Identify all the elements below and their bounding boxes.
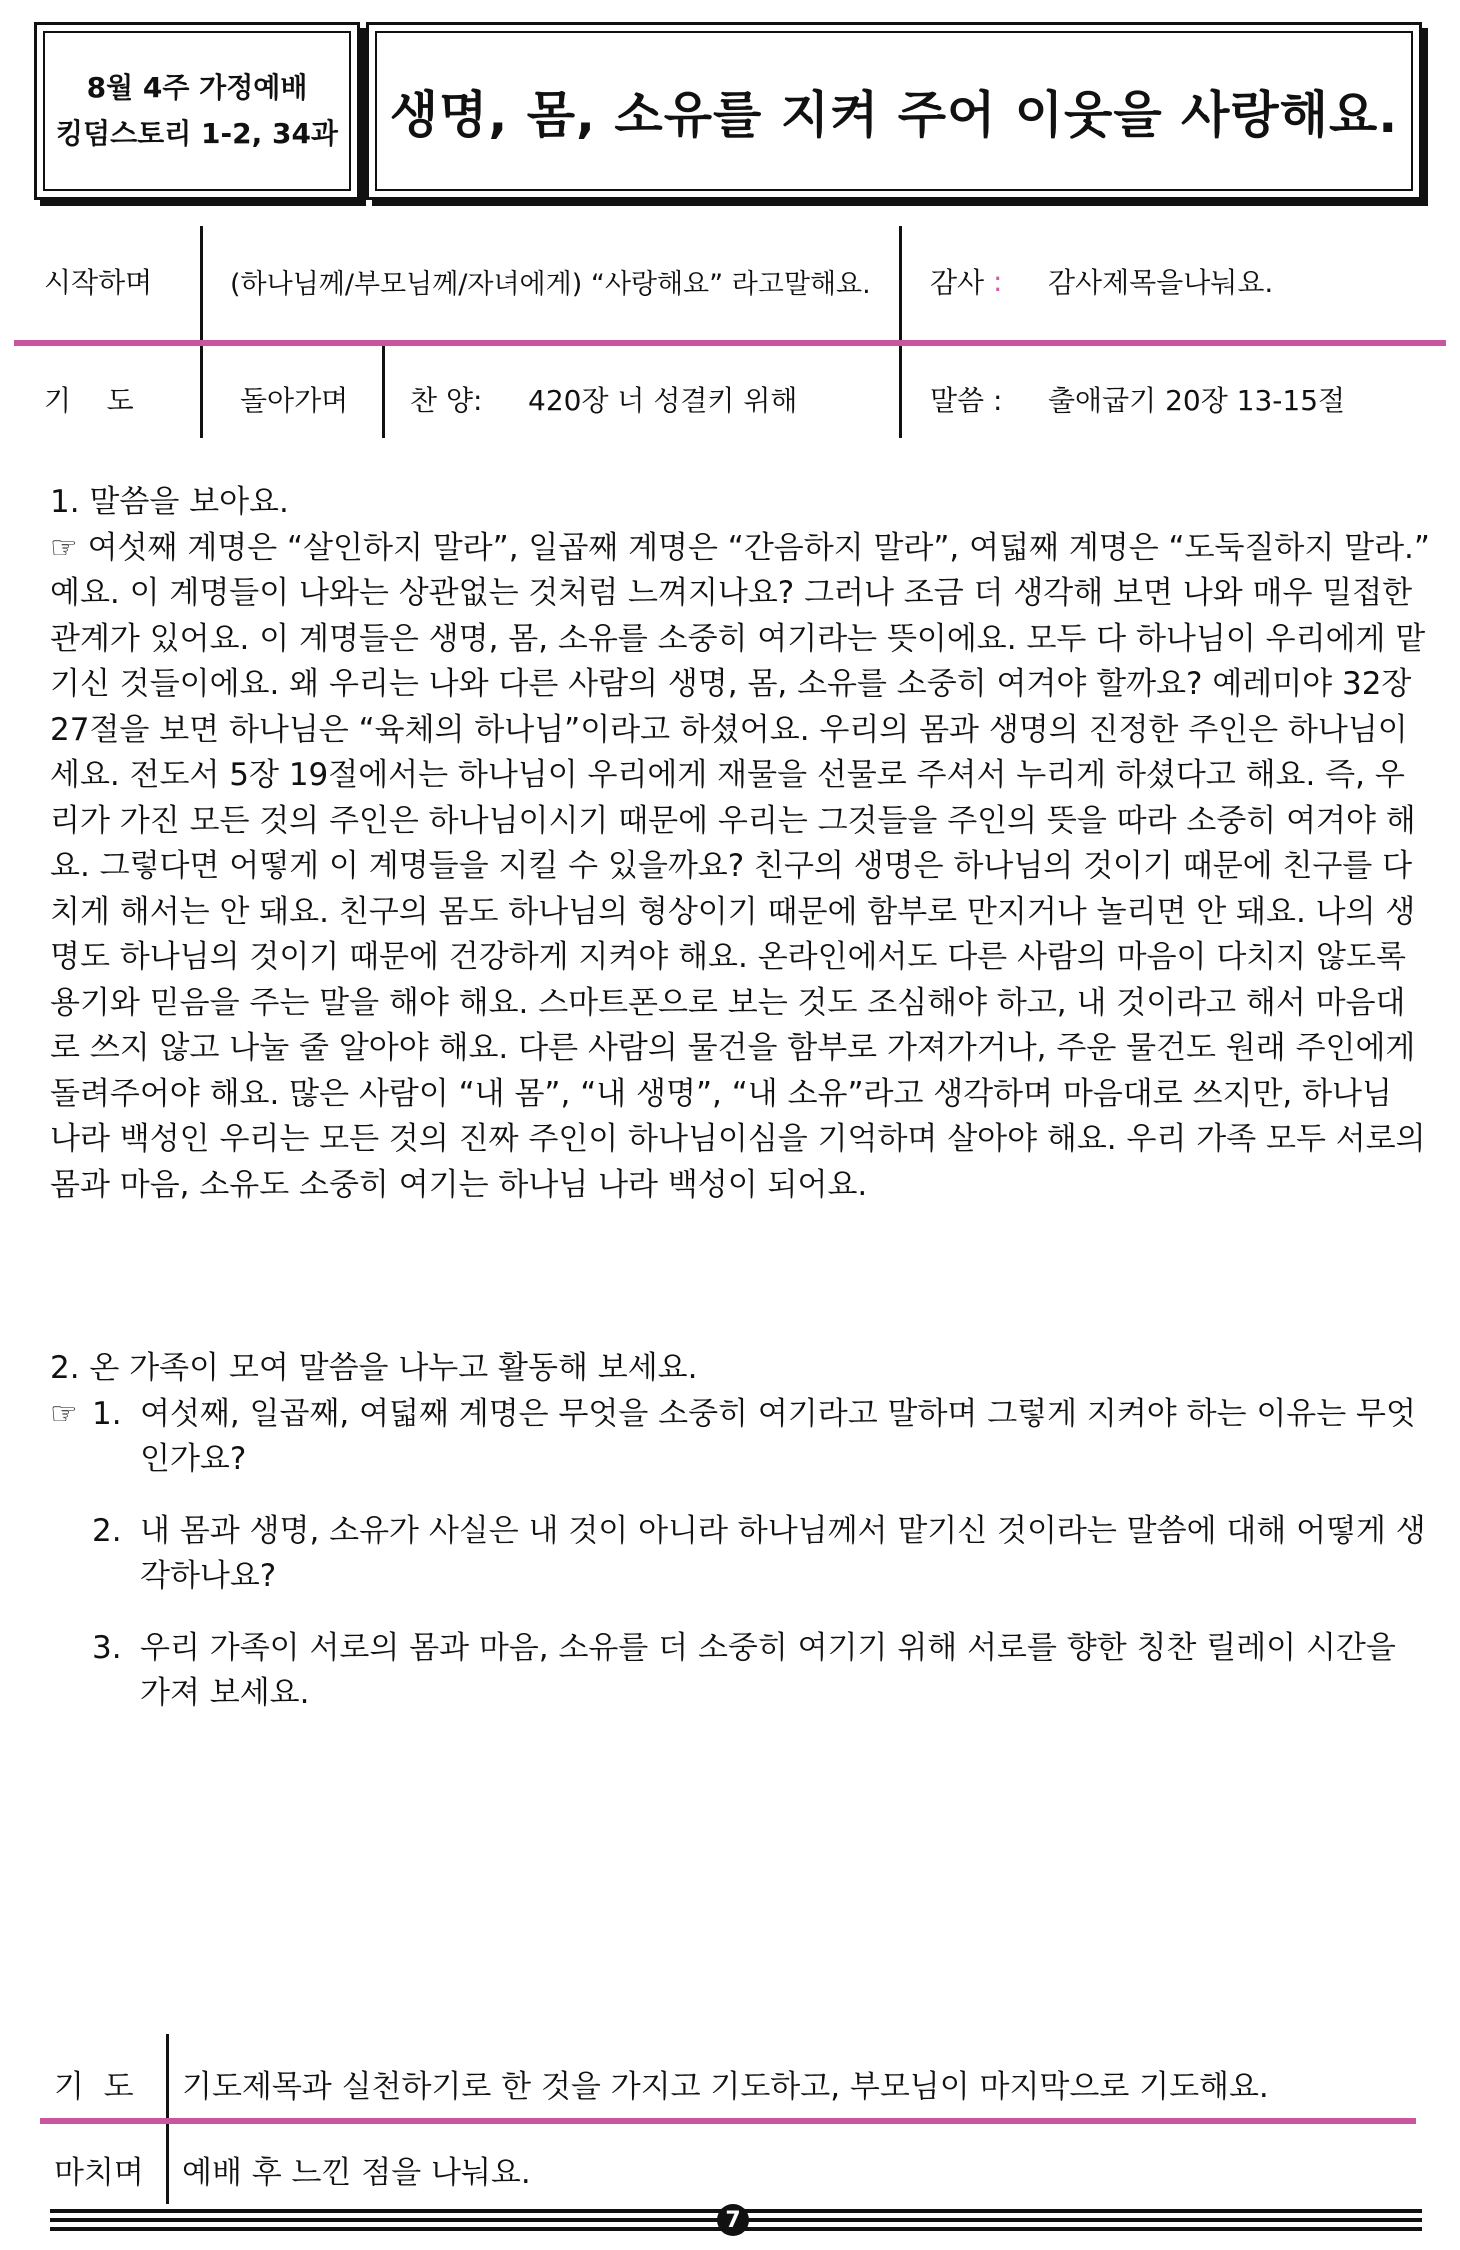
thanks-colon: : — [993, 264, 1003, 298]
divider — [382, 346, 385, 438]
question-number: 2. — [92, 1512, 122, 1549]
closing-label: 마치며 — [54, 2154, 144, 2191]
hymn-text: 420장 너 성결키 위해 — [528, 384, 798, 417]
word-text: 출애굽기 20장 13-15절 — [1048, 384, 1346, 417]
divider — [166, 2124, 169, 2204]
scripture-paragraph — [50, 526, 1430, 1209]
pointer-hand-icon: ☞ — [50, 529, 78, 566]
divider — [899, 226, 902, 340]
thanks-text: 감사제목을나눠요. — [1048, 266, 1274, 299]
question-item — [50, 1509, 1430, 1600]
question-text: 우리 가족이 서로의 몸과 마음, 소유를 더 소중히 여기기 위해 서로를 향한 칭찬 릴레이 시간을 가져 보세요. — [140, 1629, 1396, 1711]
start-label: 시작하며 — [44, 266, 153, 299]
lesson-week: 8월 4주 가정예배 — [86, 71, 308, 104]
divider — [899, 346, 902, 438]
question-item — [50, 1392, 1430, 1483]
divider — [200, 346, 203, 438]
prayer-label: 기 도 — [44, 384, 134, 417]
scripture-section — [50, 480, 1430, 1208]
question-number: 3. — [92, 1629, 122, 1666]
section-heading: 2. 온 가족이 모여 말씀을 나누고 활동해 보세요. — [50, 1350, 698, 1386]
divider — [166, 2034, 169, 2118]
thanks-label: 감사 : — [930, 264, 1003, 299]
question-item — [50, 1626, 1430, 1717]
closing-prayer-label: 기 도 — [54, 2068, 134, 2105]
hymn-label: 찬 양: — [410, 384, 483, 417]
word-label: 말씀 : — [930, 384, 1003, 417]
page-title: 생명, 몸, 소유를 지켜 주어 이웃을 사랑해요. — [389, 86, 1399, 144]
start-text: (하나님께/부모님께/자녀에게) “사랑해요” 라고말해요. — [230, 268, 871, 300]
question-number: 1. — [92, 1395, 122, 1432]
divider — [200, 226, 203, 340]
pink-rule — [40, 2118, 1416, 2124]
paragraph-text: 여섯째 계명은 “살인하지 말라”, 일곱째 계명은 “간음하지 말라”, 여덟째 계명은 “도둑질하지 말라.” 예요. 이 계명들이 나와는 상관없는 것처럼 느껴지나요? 그러나 조금 더 생각해 보면 나와 매우 밀접한 관계가 있어요. 이 계명들은 생명, 몸, 소유를 소중히 여기라는 뜻이에요. 모두 다 하나님이 우리에게 맡기신 것들이에요. 왜 우리는 나와 다른 사람의 생명, 몸, 소유를 소중히 여겨야 할까요? 예레미야 32장 27절을 보면 하나님은 “육체의 하나님”이라고 하셨어요. 우리의 몸과 생명의 진정한 주인은 하나님이세요. 전도서 5장 19절에서는 하나님이 우리에게 재물을 선물로 주셔서 누리게 하셨다고 해요. 즉, 우리가 가진 모든 것의 주인은 하나님이시기 때문에 우리는 그것들을 주인의 뜻을 따라 소중히 여겨야 해요. 그렇다면 어떻게 이 계명들을 지킬 수 있을까요? 친구의 생명은 하나님의 것이기 때문에 친구를 다치게 해서는 안 돼요. 친구의 몸도 하나님의 형상이기 때문에 함부로 만지거나 놀리면 안 돼요. 나의 생명도 하나님의 것이기 때문에 건강하게 지켜야 해요. 온라인에서도 다른 사람의 마음이 다치지 않도록 용기와 믿음을 주는 말을 해야 해요. 스마트폰으로 보는 것도 조심해야 하고, 내 것이라고 해서 마음대로 쓰지 않고 나눌 줄 알아야 해요. 다른 사람의 물건을 함부로 가져가거나, 주운 물건도 원래 주인에게 돌려주어야 해요. 많은 사람이 “내 몸”, “내 생명”, “내 소유”라고 생각하며 마음대로 쓰지만, 하나님 나라 백성인 우리는 모든 것의 진짜 주인이 하나님이심을 기억하며 살아야 해요. 우리 가족 모두 서로의 몸과 마음, 소유도 소중히 여기는 하나님 나라 백성이 되어요. — [50, 529, 1430, 1203]
discussion-section — [50, 1346, 1430, 1717]
page-number-badge: 7 — [717, 2204, 749, 2236]
title-box — [366, 22, 1422, 200]
section-heading: 1. 말씀을 보아요. — [50, 484, 289, 520]
question-text: 내 몸과 생명, 소유가 사실은 내 것이 아니라 하나님께서 맡기신 것이라는 말씀에 대해 어떻게 생각하나요? — [140, 1512, 1426, 1594]
question-text: 여섯째, 일곱째, 여덟째 계명은 무엇을 소중히 여기라고 말하며 그렇게 지켜야 하는 이유는 무엇인가요? — [140, 1395, 1416, 1477]
pointer-hand-icon: ☞ — [50, 1395, 78, 1432]
prayer-text: 돌아가며 — [240, 384, 349, 417]
lesson-reference: 킹덤스토리 1-2, 34과 — [56, 117, 338, 150]
pink-rule — [14, 340, 1446, 346]
closing-text: 예배 후 느낀 점을 나눠요. — [182, 2154, 531, 2191]
closing-prayer-text: 기도제목과 실천하기로 한 것을 가지고 기도하고, 부모님이 마지막으로 기도해요. — [182, 2068, 1269, 2105]
lesson-label-box — [34, 22, 360, 200]
